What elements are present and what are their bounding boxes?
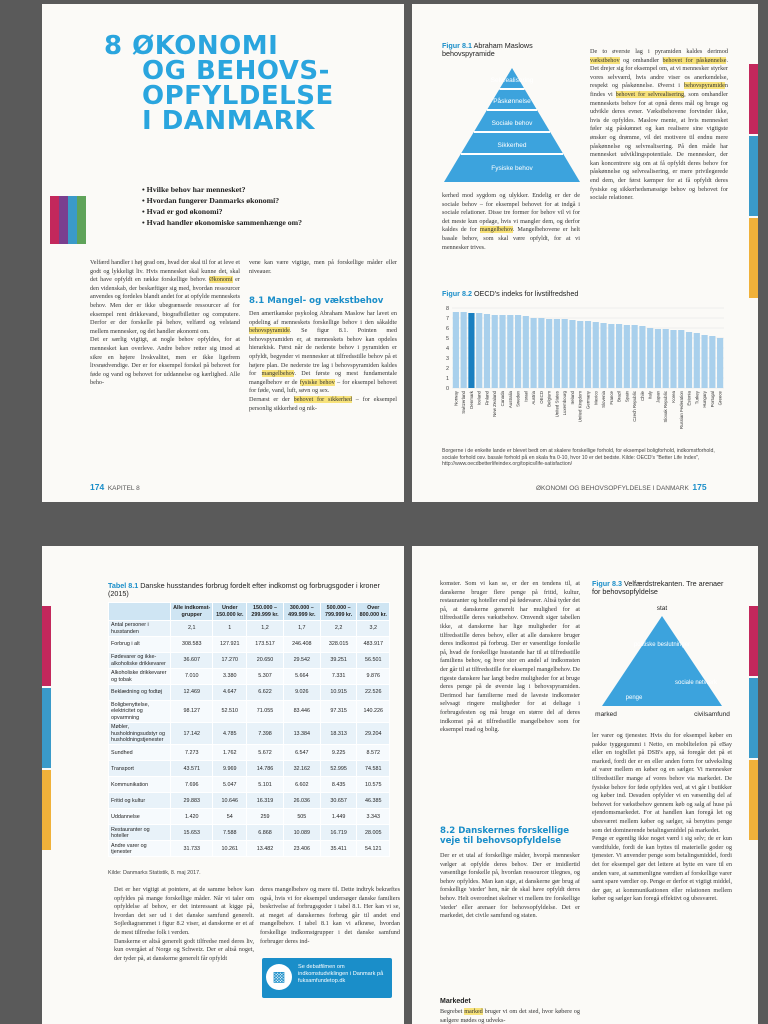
- x-tick-label: Finland: [484, 391, 490, 406]
- markedet-heading: Markedet: [440, 998, 471, 1005]
- table-cell: 127.921: [213, 637, 247, 653]
- table-row-label: Sundhed: [109, 745, 171, 761]
- x-tick-label: France: [608, 391, 614, 405]
- text-p3-col2: deres mangelbehov og mere til. Dette indtryk bekræftes også, hvis vi for eksempel undersøger danske familiers beskrivelse af forbrugsgoder i tabel 8.1. Her kan vi se, at meget af danskernes forbrug går til andet end mangelbehov. I tabel 8.1 kan vi afkræse, hvordan forskellige indkomstgrupper i det danske samfund forbruger deres ind-: [260, 886, 400, 945]
- bar-finland: [484, 314, 490, 388]
- x-tick-label: Turkey: [694, 391, 700, 405]
- chapter-title: 8 ØKONOMI OG BEHOVS- OPFYLDELSE I DANMARK: [104, 31, 334, 136]
- table-row-label: Alkoholiske drikkevarer og tobak: [109, 669, 171, 685]
- table-header-cell: Over 800.000 kr.: [357, 603, 390, 621]
- table-cell: 32.162: [283, 761, 320, 777]
- bar-united-states: [554, 319, 560, 388]
- x-tick-label: Spain: [624, 391, 630, 403]
- x-tick-label: Greece: [717, 391, 723, 406]
- pyramid-level-paaskoennelse: Påskønnelse: [493, 98, 531, 105]
- bar-korea: [670, 330, 676, 388]
- y-tick-label: 5: [445, 336, 449, 342]
- bar-slovenia: [600, 323, 606, 388]
- bar-hungary: [701, 335, 707, 388]
- table-cell: 9.969: [213, 761, 247, 777]
- triangle-penge: penge: [625, 695, 643, 701]
- table-cell: 10.089: [283, 825, 320, 841]
- page-175: [412, 4, 758, 502]
- table-cell: 9.026: [283, 685, 320, 701]
- bar-sweden: [515, 315, 521, 388]
- table-cell: 97.315: [320, 701, 357, 723]
- bar-italy: [647, 328, 653, 388]
- table-cell: 7.331: [320, 669, 357, 685]
- x-tick-label: Portugal: [709, 391, 715, 408]
- table-row-label: Fødevarer og ikke-alkoholiske drikkevarer: [109, 653, 171, 669]
- bar-luxembourg: [562, 319, 568, 388]
- table-row: [109, 793, 390, 809]
- table-cell: 6.547: [283, 745, 320, 761]
- bar-czech-republic: [632, 325, 638, 388]
- bar-japan: [655, 329, 661, 388]
- table-row-label: Boligbenyttelse, elektricitet og opvarmning: [109, 701, 171, 723]
- table-cell: 259: [247, 809, 284, 825]
- table-row: [109, 825, 390, 841]
- table-cell: 56.501: [357, 653, 390, 669]
- pyramid-level-sociale-behov: Sociale behov: [491, 120, 533, 127]
- table-header-row: [109, 603, 390, 621]
- x-tick-label: United States: [554, 391, 560, 418]
- x-tick-label: Sweden: [515, 391, 521, 407]
- welfare-triangle: [592, 602, 732, 720]
- table-cell: 246.408: [283, 637, 320, 653]
- table-cell: 8.435: [320, 777, 357, 793]
- table-cell: 6.868: [247, 825, 284, 841]
- text-p3-col1: Det er her vigtigt at pointere, at de samme behov kan opfyldes på mange forskellige måder. Når vi taler om opfyldelse af behov, er det interessant at kigge på, hvordan det ser ud i det danske samfund generelt. Sojlediagrammet i figur 8.2 viser, at danskerne er et af de mest tilfredse folk i verden. Danskerne er altså generelt godt tilfredse med deres liv, kun overgået af Norge og Schweiz. Der er altså noget, der tyder på, at danskerne generelt får opfyldt: [114, 886, 254, 962]
- table-cell: 483.917: [357, 637, 390, 653]
- intro-text-col1: Velfærd handler i høj grad om, hvad der skal til for at leve et godt og lykkeligt liv. Hvis mennesket skal kunne det, skal det have opfyldt en række forskellige behov. Økonomi er den videnskab, der beskæftiger sig med, hvordan ressourcer anvendes og fordeles blandt andet for at opfylde menneskets behov. Men der er ikke ubegrænsede ressourcer af for eksempel rent drikkevand, biografbilletter og computere. Derfor er der forskelle på behov, velfærd og velstand mellem mennesker, og det handler økonomi om. Det er særlig vigtigt, at nogle behov opfyldes, for at mennesket kan overleve. Andre behov retter sig imod at sikre en højere livskvalitet, men er ikke ligefrem livsnødvendige. Der er for eksempel forskel på behovet for føde og vand og behovet for uddannelse og kærlighed. Alle beho-: [90, 259, 240, 387]
- x-tick-label: Japan: [655, 391, 661, 403]
- y-tick-label: 0: [445, 386, 449, 392]
- intro-text-col2: vene kan være vigtige, men på forskellige måder eller niveauer.: [249, 259, 397, 275]
- x-tick-label: Slovenia: [601, 391, 607, 408]
- section-8-1-text: Den amerikanske psykolog Abraham Maslow har lavet en opdeling af menneskets forskellige behov i den såkaldte behovspyramide. Se figur 8.1. Pointen med behovspyramiden er, at menneskets behov kan opdeles hierarkisk. Først når de nederste behov i pyramiden er opfyldt, begynder vi mennesker at tilfredsstille behov på et højere plan. De nederste tre lag i behovspyramiden kaldes for mangelbehov. Det første og mest fundamentale mangelbehov er de fysiske behov – for eksempel behovet for føde, vand, luft, søvn og sex. Dernæst er der behovet for sikkerhed – for eksempel personlig sikkerhed og nik-: [249, 310, 397, 412]
- table-row: [109, 669, 390, 685]
- x-tick-label: Germany: [585, 391, 591, 410]
- table-cell: 3,2: [357, 621, 390, 637]
- oecd-life-satisfaction-chart: [436, 302, 728, 442]
- table-row: [109, 745, 390, 761]
- x-tick-label: Australia: [507, 391, 513, 409]
- bar-oecd: [538, 318, 544, 388]
- page-number-right: ØKONOMI OG BEHOVSOPFYLDELSE I DANMARK 175: [536, 482, 707, 492]
- y-tick-label: 1: [445, 376, 449, 382]
- table-cell: 36.607: [171, 653, 213, 669]
- table-row: [109, 637, 390, 653]
- bar-france: [608, 324, 614, 388]
- table-cell: 5.664: [283, 669, 320, 685]
- table-cell: 5.047: [213, 777, 247, 793]
- x-tick-label: Denmark: [468, 391, 474, 409]
- y-tick-label: 8: [445, 306, 449, 312]
- x-tick-label: Norway: [453, 391, 459, 406]
- markedet-text: Begrebet marked bruger vi om det sted, hvor købere og sælgere mødes og udveks-: [440, 1008, 580, 1024]
- text-p4-col2: ler varer og tjenester. Hvis du for eksempel køber en pakke tyggegummi i Netto, en mobiltelefon på eBay eller en togbillet på DSB's app, så foregår det på et marked, fordi der er en eller anden form for udveksling af varer mellem en køber og en sælger. Vi mennesker tilfredsstiller mange af vores behov via markedet. De fysiske behov for føde opfyldes ved, at vi går i butikker og køber ind. Desuden opfylder vi en væsentlig del af behovet for vækstbehov gennem køb og salg af huse på ejendomsmarkedet. For at handlen kan foregå let og ubesværet mellem køber og sælger, så benyttes penge som det dominerende betalingsmiddel på markedet. Penge er egentlig ikke noget værd i sig selv; de er kun værdifulde, fordi de kan byttes til materielle goder og tjenester. Vi anvender penge som betalingsmiddel, fordi det for eksempel gør det lettere at bytte en vare til en anden vare, at sammenligne værdien af forskellige varer samt spare værdier op. Penge er derfor et vigtigt middel, der gør, at kommunikationen eller relationen mellem køber og sælger kan foregå effektivt og ubesværet.: [592, 732, 732, 903]
- table-cell: 6.622: [247, 685, 284, 701]
- table-row-label: Forbrug i alt: [109, 637, 171, 653]
- bar-belgium: [546, 319, 552, 388]
- table-8-1-caption: Tabel 8.1 Danske husstandes forbrug fordelt efter indkomst og forbrugsgoder i kroner (2015): [108, 581, 380, 599]
- table-cell: 54: [213, 809, 247, 825]
- table-row: [109, 723, 390, 745]
- table-cell: 28.005: [357, 825, 390, 841]
- table-row-label: Andre varer og tjenester: [109, 841, 171, 857]
- page-markedet: [412, 546, 758, 1024]
- table-cell: 18.313: [320, 723, 357, 745]
- table-row: [109, 621, 390, 637]
- x-tick-label: Hungary: [702, 391, 708, 408]
- table-row-label: Møbler, husholdningsudstyr og husholdningstjenester: [109, 723, 171, 745]
- table-header-cell: 500.000 – 799.999 kr.: [320, 603, 357, 621]
- bar-denmark: [468, 313, 474, 388]
- bar-austria: [531, 318, 537, 388]
- table-cell: 6.602: [283, 777, 320, 793]
- table-row: [109, 761, 390, 777]
- bar-slovak-republic: [663, 329, 669, 388]
- table-header-cell: Alle indkomst-grupper: [171, 603, 213, 621]
- bar-germany: [585, 321, 591, 388]
- bar-norway: [453, 312, 459, 388]
- y-tick-label: 7: [445, 316, 449, 322]
- table-cell: 5.307: [247, 669, 284, 685]
- pyramid-level-sikkerhed: Sikkerhed: [497, 142, 527, 149]
- table-cell: 10.261: [213, 841, 247, 857]
- pyramid-level-fysiske-behov: Fysiske behov: [491, 165, 533, 172]
- bar-mexico: [593, 322, 599, 388]
- triangle-politiske-beslutninger: politiske beslutninger: [633, 642, 691, 648]
- table-source: Kilde: Danmarks Statistik, 8. maj 2017.: [108, 870, 201, 876]
- table-header-cell: 300.000 – 499.999 kr.: [283, 603, 320, 621]
- table-cell: 54.121: [357, 841, 390, 857]
- table-cell: 12.469: [171, 685, 213, 701]
- table-cell: 23.406: [283, 841, 320, 857]
- x-tick-label: Russian Federation: [678, 391, 684, 430]
- table-cell: 98.127: [171, 701, 213, 723]
- table-row: [109, 809, 390, 825]
- bar-united-kingdom: [577, 321, 583, 388]
- bar-canada: [499, 315, 505, 388]
- consumption-table: [108, 602, 390, 857]
- y-tick-label: 3: [445, 356, 449, 362]
- table-row-label: Uddannelse: [109, 809, 171, 825]
- x-tick-label: Iceland: [476, 391, 482, 406]
- bar-brazil: [616, 324, 622, 388]
- table-row-label: Fritid og kultur: [109, 793, 171, 809]
- table-cell: 4.785: [213, 723, 247, 745]
- y-tick-label: 2: [445, 366, 449, 372]
- table-cell: 3.380: [213, 669, 247, 685]
- table-row: [109, 685, 390, 701]
- table-cell: 10.575: [357, 777, 390, 793]
- table-row: [109, 777, 390, 793]
- bar-greece: [717, 338, 723, 388]
- x-tick-label: Italy: [647, 391, 653, 400]
- x-tick-label: Chile: [639, 391, 645, 402]
- x-tick-label: Ireland: [569, 391, 575, 405]
- section-8-2-heading: 8.2 Danskernes forskellige veje til behovsopfyldelse: [440, 826, 570, 846]
- table-row-label: Transport: [109, 761, 171, 777]
- x-tick-label: United Kingdom: [577, 391, 583, 423]
- page-number-left: 174 KAPITEL 8: [90, 482, 140, 492]
- table-cell: 30.657: [320, 793, 357, 809]
- x-tick-label: Brazil: [616, 391, 622, 402]
- figure-8-1-followup-text: kerhed mod sygdom og ulykker. Endelig er der de sociale behov – for eksempel behovet for at indgå i sociale relationer. Disse tre former for behov vil vi for det meste kun opdage, hvis vi mangler dem, og derfor kaldes de for mangelbehov. Mangelbehovene er helt basale behov, som skal være opfyldt, for at vi mennesker trives.: [442, 192, 580, 251]
- figure-8-3-caption: Figur 8.3 Velfærdstrekanten. Tre arenaer for behovsopfyldelse: [592, 579, 724, 597]
- table-cell: 13.482: [247, 841, 284, 857]
- table-cell: 3.343: [357, 809, 390, 825]
- page-174: [42, 4, 404, 502]
- x-tick-label: Switzerland: [461, 391, 467, 414]
- bar-new-zealand: [492, 315, 498, 388]
- table-cell: 7.398: [247, 723, 284, 745]
- bar-estonia: [686, 332, 692, 388]
- triangle-marked-label: marked: [595, 711, 617, 718]
- x-tick-label: Estonia: [686, 391, 692, 406]
- table-row: [109, 841, 390, 857]
- table-cell: 328.015: [320, 637, 357, 653]
- table-cell: 13.384: [283, 723, 320, 745]
- triangle-sociale-netvaerk: sociale netværk: [674, 680, 718, 686]
- table-cell: 52.510: [213, 701, 247, 723]
- table-cell: 15.653: [171, 825, 213, 841]
- table-cell: 16.319: [247, 793, 284, 809]
- table-cell: 46.385: [357, 793, 390, 809]
- table-cell: 20.650: [247, 653, 284, 669]
- table-cell: 52.995: [320, 761, 357, 777]
- y-tick-label: 6: [445, 326, 449, 332]
- x-tick-label: Czech Republic: [632, 391, 638, 422]
- text-p4-col1: komster. Som vi kan se, er der en tendens til, at danskerne bruger flere penge på fritid, kultur, restauranter og hoteller end på fødevarer. Altså tyder det på, at danskerne generelt har mulighed for at tilfredsstille deres vækstbehov. Omvendt siger tabellen ikke, at danskerne har lige muligheder for at tilfredsstille deres behov, eller at alle danskere bruger deres indkomst på forbrug. Der er væsentlige forskelle på, hvad de forskellige husstande har til at tilfredsstille familiens behov, og hvor stor en andel af indkomsten der går til at tilfredsstille for eksempel mangelbehov. De rigeste danskere har langt bedre muligheder for at bruge deres penge på de øverste lag i behovspyramiden. Derimod har familierne med de laveste indkomster selvsagt ringere muligheder for at deltage i forbrugsfesten og må bruge en større del af deres indkomst på at tilfredsstille mangelbehov som for eksempel mad og bolig.: [440, 580, 580, 734]
- bar-switzerland: [461, 312, 467, 388]
- table-cell: 26.036: [283, 793, 320, 809]
- x-tick-label: Canada: [500, 391, 506, 407]
- maslow-pyramid: [442, 66, 582, 184]
- table-cell: 505: [283, 809, 320, 825]
- table-cell: 17.142: [171, 723, 213, 745]
- table-cell: 35.411: [320, 841, 357, 857]
- table-cell: 29.542: [283, 653, 320, 669]
- table-cell: 31.733: [171, 841, 213, 857]
- vaekstbehov-text: De to øverste lag i pyramiden kaldes derimod vækstbehov og omhandler behovet for påskønnelse. Det drejer sig for eksempel om, at vi mennesker styrker vores selvværd, hvis andre viser os anerkendelse, respekt og påskønnelse. Øverst i behovspyramiden findes vi behovet for selvrealisering, som omhandler menneskets behov for at opnå deres mål og bruge og udvikle deres evner. Vækstbehovene forvinder ikke, hvis de opfyldes. Maslow mente, at hvis mennesket føler sig påskønnet og kan realisere sine vigtigste ønsker og drømme, vil det motivere til endnu mere påskønnelse og selvrealisering. På den måde har mennesket udviklingspotentiale. De mennesker, der kan koncentrere sig om at få opfyldt deres behov for påskønnelse og selvrealisering, er mere privilegerede end dem, der først kæmper for at få opfyldt deres fysiske og sikkerhedsmæssige behov og behovet for sociale relationer.: [590, 48, 728, 202]
- table-cell: 1.449: [320, 809, 357, 825]
- x-tick-label: Luxembourg: [562, 391, 568, 416]
- film-icon: ▩: [266, 964, 292, 990]
- table-cell: 1: [213, 621, 247, 637]
- x-tick-label: Korea: [670, 391, 676, 403]
- bar-australia: [507, 315, 513, 388]
- table-cell: 8.572: [357, 745, 390, 761]
- x-tick-label: Austria: [531, 391, 537, 405]
- table-cell: 1.762: [213, 745, 247, 761]
- table-cell: 308.583: [171, 637, 213, 653]
- table-row-label: Restauranter og hoteller: [109, 825, 171, 841]
- film-note-text: Se debatfilmen om indkomstudviklingen i Danmark på fuksamfundetop.dk: [298, 964, 384, 984]
- bar-israel: [523, 316, 529, 388]
- table-cell: 2,1: [171, 621, 213, 637]
- table-cell: 9.225: [320, 745, 357, 761]
- table-header-cell: Under 150.000 kr.: [213, 603, 247, 621]
- y-tick-label: 4: [445, 346, 449, 352]
- table-cell: 29.883: [171, 793, 213, 809]
- x-tick-label: OECD: [538, 391, 544, 404]
- table-cell: 22.526: [357, 685, 390, 701]
- bar-iceland: [476, 313, 482, 388]
- table-cell: 5.672: [247, 745, 284, 761]
- table-cell: 7.273: [171, 745, 213, 761]
- table-cell: 39.251: [320, 653, 357, 669]
- table-cell: 7.696: [171, 777, 213, 793]
- table-cell: 74.581: [357, 761, 390, 777]
- bar-portugal: [709, 336, 715, 388]
- table-cell: 43.571: [171, 761, 213, 777]
- chapter-questions: • Hvilke behov har mennesket? • Hvordan fungerer Danmarks økonomi? • Hvad er god økonomi? • Hvad handler økonomiske sammenhænge om?: [142, 185, 303, 227]
- table-cell: 16.719: [320, 825, 357, 841]
- table-cell: 10.915: [320, 685, 357, 701]
- page-table: [42, 546, 404, 1024]
- x-tick-label: Israel: [523, 391, 529, 402]
- x-tick-label: Slovak Republic: [663, 391, 669, 423]
- table-row-label: Kommunikation: [109, 777, 171, 793]
- table-cell: 140.226: [357, 701, 390, 723]
- table-cell: 14.786: [247, 761, 284, 777]
- table-cell: 7.588: [213, 825, 247, 841]
- x-tick-label: Belgium: [546, 391, 552, 407]
- triangle-stat-label: stat: [656, 605, 668, 612]
- table-cell: 5.101: [247, 777, 284, 793]
- figure-8-1-caption: Figur 8.1 Abraham Maslows behovspyramide: [442, 41, 533, 59]
- triangle-civilsamfund-label: civilsamfund: [694, 711, 730, 718]
- table-cell: 10.646: [213, 793, 247, 809]
- table-row: [109, 701, 390, 723]
- table-cell: 71.055: [247, 701, 284, 723]
- table-cell: 1.420: [171, 809, 213, 825]
- bar-turkey: [694, 333, 700, 388]
- table-header-cell: [109, 603, 171, 621]
- table-cell: 29.204: [357, 723, 390, 745]
- figure-8-2-source: Borgerne i de enkelte lande er blevet bedt om at skalere forskellige forhold, for eksempel boligforhold, indkomstforhold, sociale forhold osv. basale forhold på en skala fra 0-10, hvor 10 er det bedste. Kilde: OECD's "Better Life Index", http://www.oecdbetterlifeindex.org/topics/life-satisfaction/: [442, 448, 715, 468]
- table-cell: 1,2: [247, 621, 284, 637]
- table-cell: 1,7: [283, 621, 320, 637]
- table-cell: 83.446: [283, 701, 320, 723]
- bar-chile: [639, 326, 645, 388]
- x-tick-label: Mexico: [593, 391, 599, 405]
- table-cell: 9.876: [357, 669, 390, 685]
- pyramid-level-selvrealisering: Selvrealisering: [490, 77, 534, 84]
- film-note-box[interactable]: [262, 958, 392, 998]
- bar-spain: [624, 325, 630, 388]
- table-header-cell: 150.000 – 299.999 kr.: [247, 603, 284, 621]
- bar-russian-federation: [678, 330, 684, 388]
- bar-ireland: [569, 320, 575, 388]
- text-p4-col1b: Der er et utal af forskellige måder, hvorpå mennesker vælger at opfylde deres behov. Der er imidlertid væsentlige forskelle på, hvordan ressourcer tilegnes, og behov opfyldes. Man kan sige, at danskerne gør brug af forskellige 'steder' hen, når de skal have opfyldt deres behov. Helt overordnet skelner vi mellem tre forskellige 'steder' eller arenaer for behovsopfyldelse. Det er markedet, det civile samfund og staten.: [440, 852, 580, 920]
- table-cell: 17.270: [213, 653, 247, 669]
- table-cell: 2,2: [320, 621, 357, 637]
- table-cell: 4.647: [213, 685, 247, 701]
- table-cell: 7.010: [171, 669, 213, 685]
- table-row-label: Beklædning og fodtøj: [109, 685, 171, 701]
- section-8-1-heading: 8.1 Mangel- og vækstbehov: [249, 296, 384, 306]
- figure-8-2-caption: Figur 8.2 OECD's indeks for livstilfredshed: [442, 289, 579, 298]
- x-tick-label: New Zealand: [492, 391, 498, 417]
- table-row-label: Antal personer i husstanden: [109, 621, 171, 637]
- table-cell: 173.517: [247, 637, 284, 653]
- table-row: [109, 653, 390, 669]
